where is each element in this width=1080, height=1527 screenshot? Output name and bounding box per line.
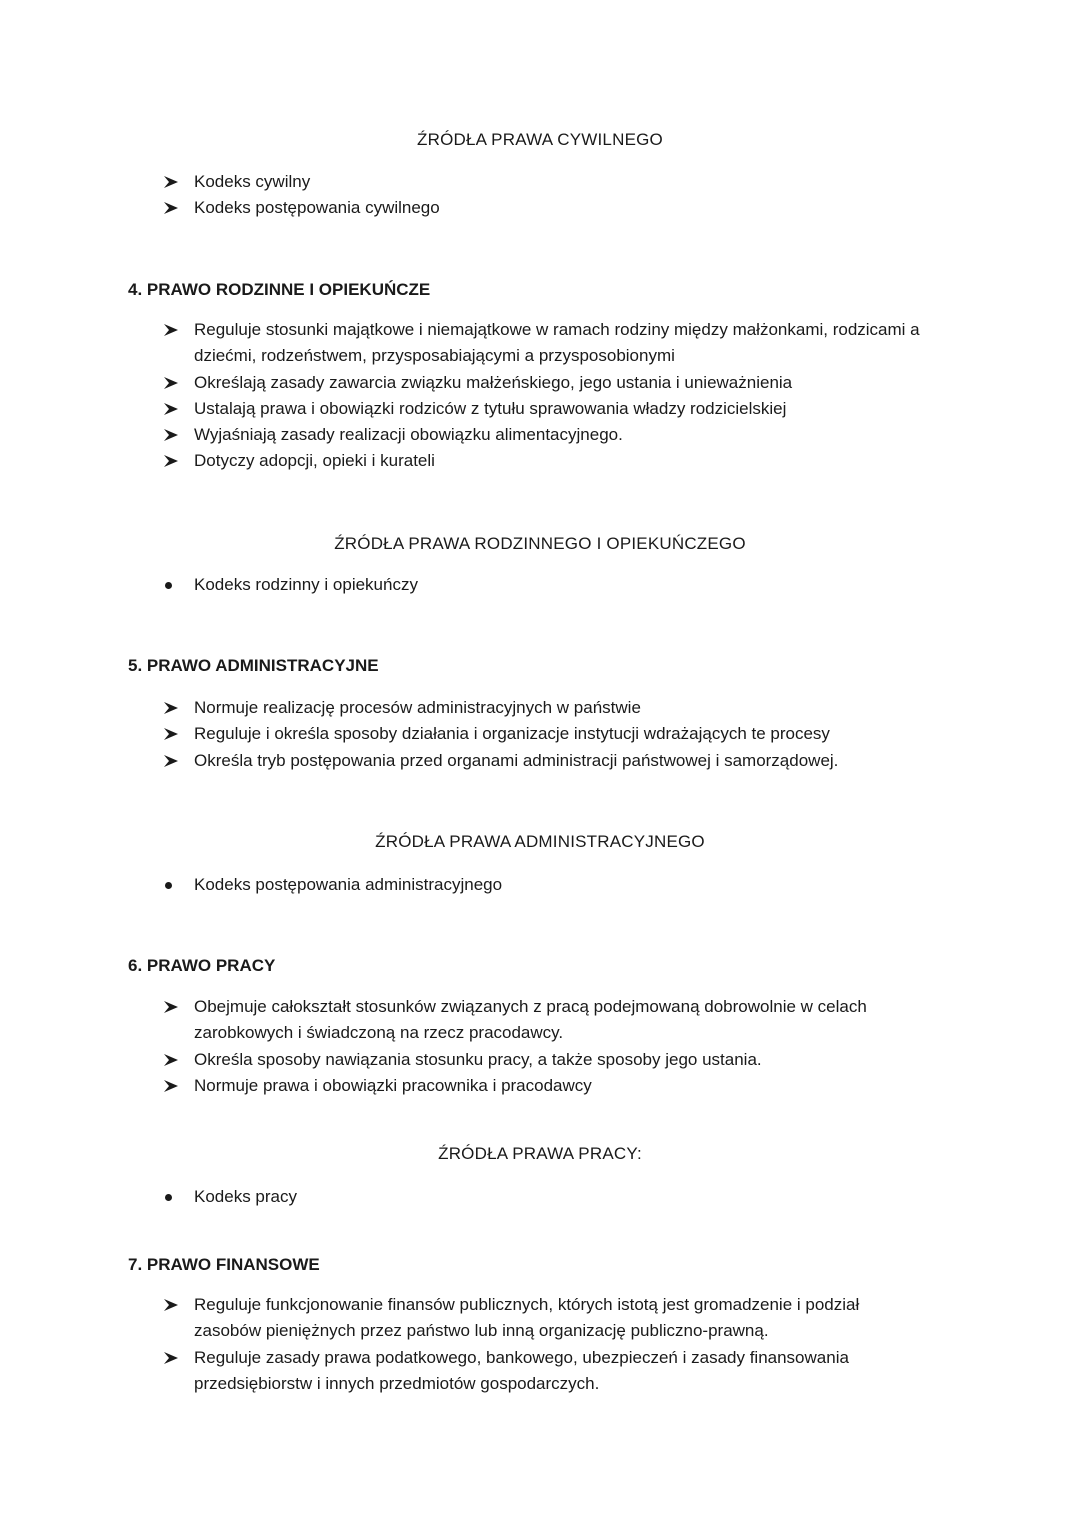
arrow-bullet-icon [162,422,180,448]
family-items-list [0,317,1080,475]
list-item: Kodeks rodzinny i opiekuńczy [0,572,1080,598]
list-item: Określa sposoby nawiązania stosunku pracy, a także sposoby jego ustania. [0,1047,1080,1073]
labor-sources-title: ŹRÓDŁA PRAWA PRACY: [438,1144,642,1163]
civil-sources-list [0,169,1080,222]
list-item: Dotyczy adopcji, opieki i kurateli [0,448,1080,474]
round-bullet-icon [162,872,180,898]
administrative-items-list [0,695,1080,774]
labor-items-list [0,994,1080,1099]
arrow-bullet-icon [162,1047,180,1073]
round-bullet-icon [162,572,180,598]
arrow-bullet-icon [162,994,180,1020]
arrow-bullet-icon [162,448,180,474]
administrative-sources-list [0,872,1080,898]
arrow-bullet-icon [162,1292,180,1318]
list-item: Normuje realizację procesów administracyjnych w państwie [0,695,1080,721]
list-item: Reguluje stosunki majątkowe i niemajątkowe w ramach rodziny między małżonkami, rodzicami a dziećmi, rodzeństwem, przysposabiającymi a przysposobionymi [0,317,1080,370]
arrow-bullet-icon [162,169,180,195]
arrow-bullet-icon [162,317,180,343]
section-heading-financial: 7. PRAWO FINANSOWE [128,1255,320,1274]
arrow-bullet-icon [162,1073,180,1099]
list-item: Normuje prawa i obowiązki pracownika i pracodawcy [0,1073,1080,1099]
arrow-bullet-icon [162,695,180,721]
section-heading-administrative: 5. PRAWO ADMINISTRACYJNE [128,656,379,675]
arrow-bullet-icon [162,195,180,221]
list-item: Ustalają prawa i obowiązki rodziców z tytułu sprawowania władzy rodzicielskiej [0,396,1080,422]
arrow-bullet-icon [162,721,180,747]
arrow-bullet-icon [162,1345,180,1371]
list-item: Określa tryb postępowania przed organami administracji państwowej i samorządowej. [0,748,1080,774]
section-heading-labor: 6. PRAWO PRACY [128,956,276,975]
list-item: Kodeks pracy [0,1184,1080,1210]
civil-sources-title: ŹRÓDŁA PRAWA CYWILNEGO [417,130,663,149]
family-sources-list [0,572,1080,598]
arrow-bullet-icon [162,748,180,774]
arrow-bullet-icon [162,370,180,396]
list-item: Reguluje i określa sposoby działania i organizacje instytucji wdrażających te procesy [0,721,1080,747]
family-sources-title: ŹRÓDŁA PRAWA RODZINNEGO I OPIEKUŃCZEGO [334,534,746,553]
financial-items-list [0,1292,1080,1397]
round-bullet-icon [162,1184,180,1210]
labor-sources-list [0,1184,1080,1210]
administrative-sources-title: ŹRÓDŁA PRAWA ADMINISTRACYJNEGO [375,832,705,851]
list-item: Reguluje funkcjonowanie finansów publicznych, których istotą jest gromadzenie i podział zasobów pieniężnych przez państwo lub inną organizację publiczno-prawną. [0,1292,1080,1345]
list-item: Określają zasady zawarcia związku małżeńskiego, jego ustania i unieważnienia [0,370,1080,396]
list-item: Kodeks cywilny [0,169,1080,195]
list-item: Kodeks postępowania cywilnego [0,195,1080,221]
list-item: Wyjaśniają zasady realizacji obowiązku alimentacyjnego. [0,422,1080,448]
section-heading-family: 4. PRAWO RODZINNE I OPIEKUŃCZE [128,280,431,299]
list-item: Reguluje zasady prawa podatkowego, bankowego, ubezpieczeń i zasady finansowania przedsiębiorstw i innych przedmiotów gospodarczych. [0,1345,1080,1398]
list-item: Kodeks postępowania administracyjnego [0,872,1080,898]
list-item: Obejmuje całokształt stosunków związanych z pracą podejmowaną dobrowolnie w celach zarobkowych i świadczoną na rzecz pracodawcy. [0,994,1080,1047]
arrow-bullet-icon [162,396,180,422]
